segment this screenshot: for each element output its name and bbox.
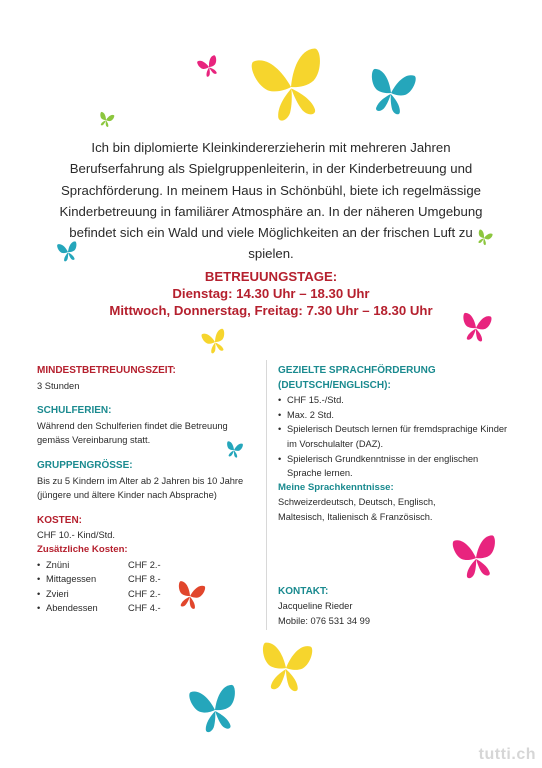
care-days-line-2: Mittwoch, Donnerstag, Freitag: 7.30 Uhr – 18.30 Uhr bbox=[109, 303, 433, 318]
list-item: • Spielerisch Grundkenntnisse in der englischen Sprache lernen. bbox=[278, 452, 508, 481]
list-item: • Zvieri CHF 2.- bbox=[37, 587, 257, 602]
intro-paragraph: Ich bin diplomierte Kleinkindererzieherin mit mehreren Jahren Berufserfahrung als Spielgruppenleiterin, in der Kinderbetreuung und Sprachförderung. In meinem Haus in Schönbühl, biete ich regelmässige Kinderbetreuung in familiärer Atmosphäre an. In der näheren Umgebung befindet sich ein Wald und viele Möglichkeiten an der frischen Luft zu spielen. bbox=[59, 140, 483, 262]
care-days-heading: BETREUUNGSTAGE: bbox=[204, 269, 338, 284]
costs-heading: KOSTEN: bbox=[37, 514, 82, 526]
language-support-heading: GEZIELTE SPRACHFÖRDERUNG bbox=[278, 365, 436, 376]
teal-butterfly-icon bbox=[182, 679, 248, 740]
my-languages-text-1: Schweizerdeutsch, Deutsch, Englisch, bbox=[278, 497, 436, 508]
holidays-text-1: Während den Schulferien findet die Betreuung bbox=[37, 420, 228, 431]
holidays-text-2: gemäss Vereinbarung statt. bbox=[37, 435, 151, 446]
costs-text: CHF 10.- Kind/Std. bbox=[37, 530, 116, 541]
contact-name: Jacqueline Rieder bbox=[278, 601, 353, 612]
yellow-butterfly-icon bbox=[256, 638, 317, 699]
care-days-line-1: Dienstag: 14.30 Uhr – 18.30 Uhr bbox=[172, 286, 370, 301]
contact-heading: KONTAKT: bbox=[278, 585, 329, 597]
list-item: • Znüni CHF 2.- bbox=[37, 558, 257, 573]
contact-mobile: Mobile: 076 531 34 99 bbox=[278, 615, 371, 626]
teal-butterfly-icon bbox=[358, 63, 424, 122]
yellow-butterfly-icon bbox=[199, 325, 231, 359]
list-item: • CHF 15.-/Std. bbox=[278, 393, 508, 408]
list-item: • Spielerisch Deutsch lernen für fremdsprachige Kinder im Vorschulalter (DAZ). bbox=[278, 422, 508, 451]
my-languages-heading: Meine Sprachkenntnisse: bbox=[278, 481, 394, 493]
extra-costs-heading: Zusätzliche Kosten: bbox=[37, 543, 128, 555]
holidays-heading: SCHULFERIEN: bbox=[37, 405, 112, 417]
list-item: • Mittagessen CHF 8.- bbox=[37, 572, 257, 587]
group-size-text-2: (jüngere und ältere Kinder nach Absprache) bbox=[37, 490, 217, 501]
extra-costs-list bbox=[37, 558, 257, 616]
min-time-text: 3 Stunden bbox=[37, 380, 80, 391]
my-languages-text-2: Maltesisch, Italienisch & Französisch. bbox=[278, 511, 433, 522]
yellow-butterfly-icon bbox=[244, 39, 337, 135]
list-item: • Max. 2 Std. bbox=[278, 408, 508, 423]
right-column bbox=[278, 364, 508, 628]
group-size-text-1: Bis zu 5 Kindern im Alter ab 2 Jahren bis 10 Jahre bbox=[37, 475, 244, 486]
left-column bbox=[37, 364, 257, 616]
green-butterfly-icon bbox=[96, 110, 116, 130]
min-time-heading: MINDESTBETREUUNGSZEIT: bbox=[37, 365, 176, 376]
care-days-section bbox=[40, 268, 502, 319]
pink-butterfly-icon bbox=[195, 53, 223, 81]
group-size-heading: GRUPPENGRÖSSE: bbox=[37, 459, 133, 471]
language-support-list bbox=[278, 393, 508, 481]
language-support-subheading: (DEUTSCH/ENGLISCH): bbox=[278, 379, 391, 391]
column-divider bbox=[266, 360, 267, 630]
list-item: • Abendessen CHF 4.- bbox=[37, 601, 257, 616]
watermark-logo: tutti.ch bbox=[478, 746, 536, 763]
